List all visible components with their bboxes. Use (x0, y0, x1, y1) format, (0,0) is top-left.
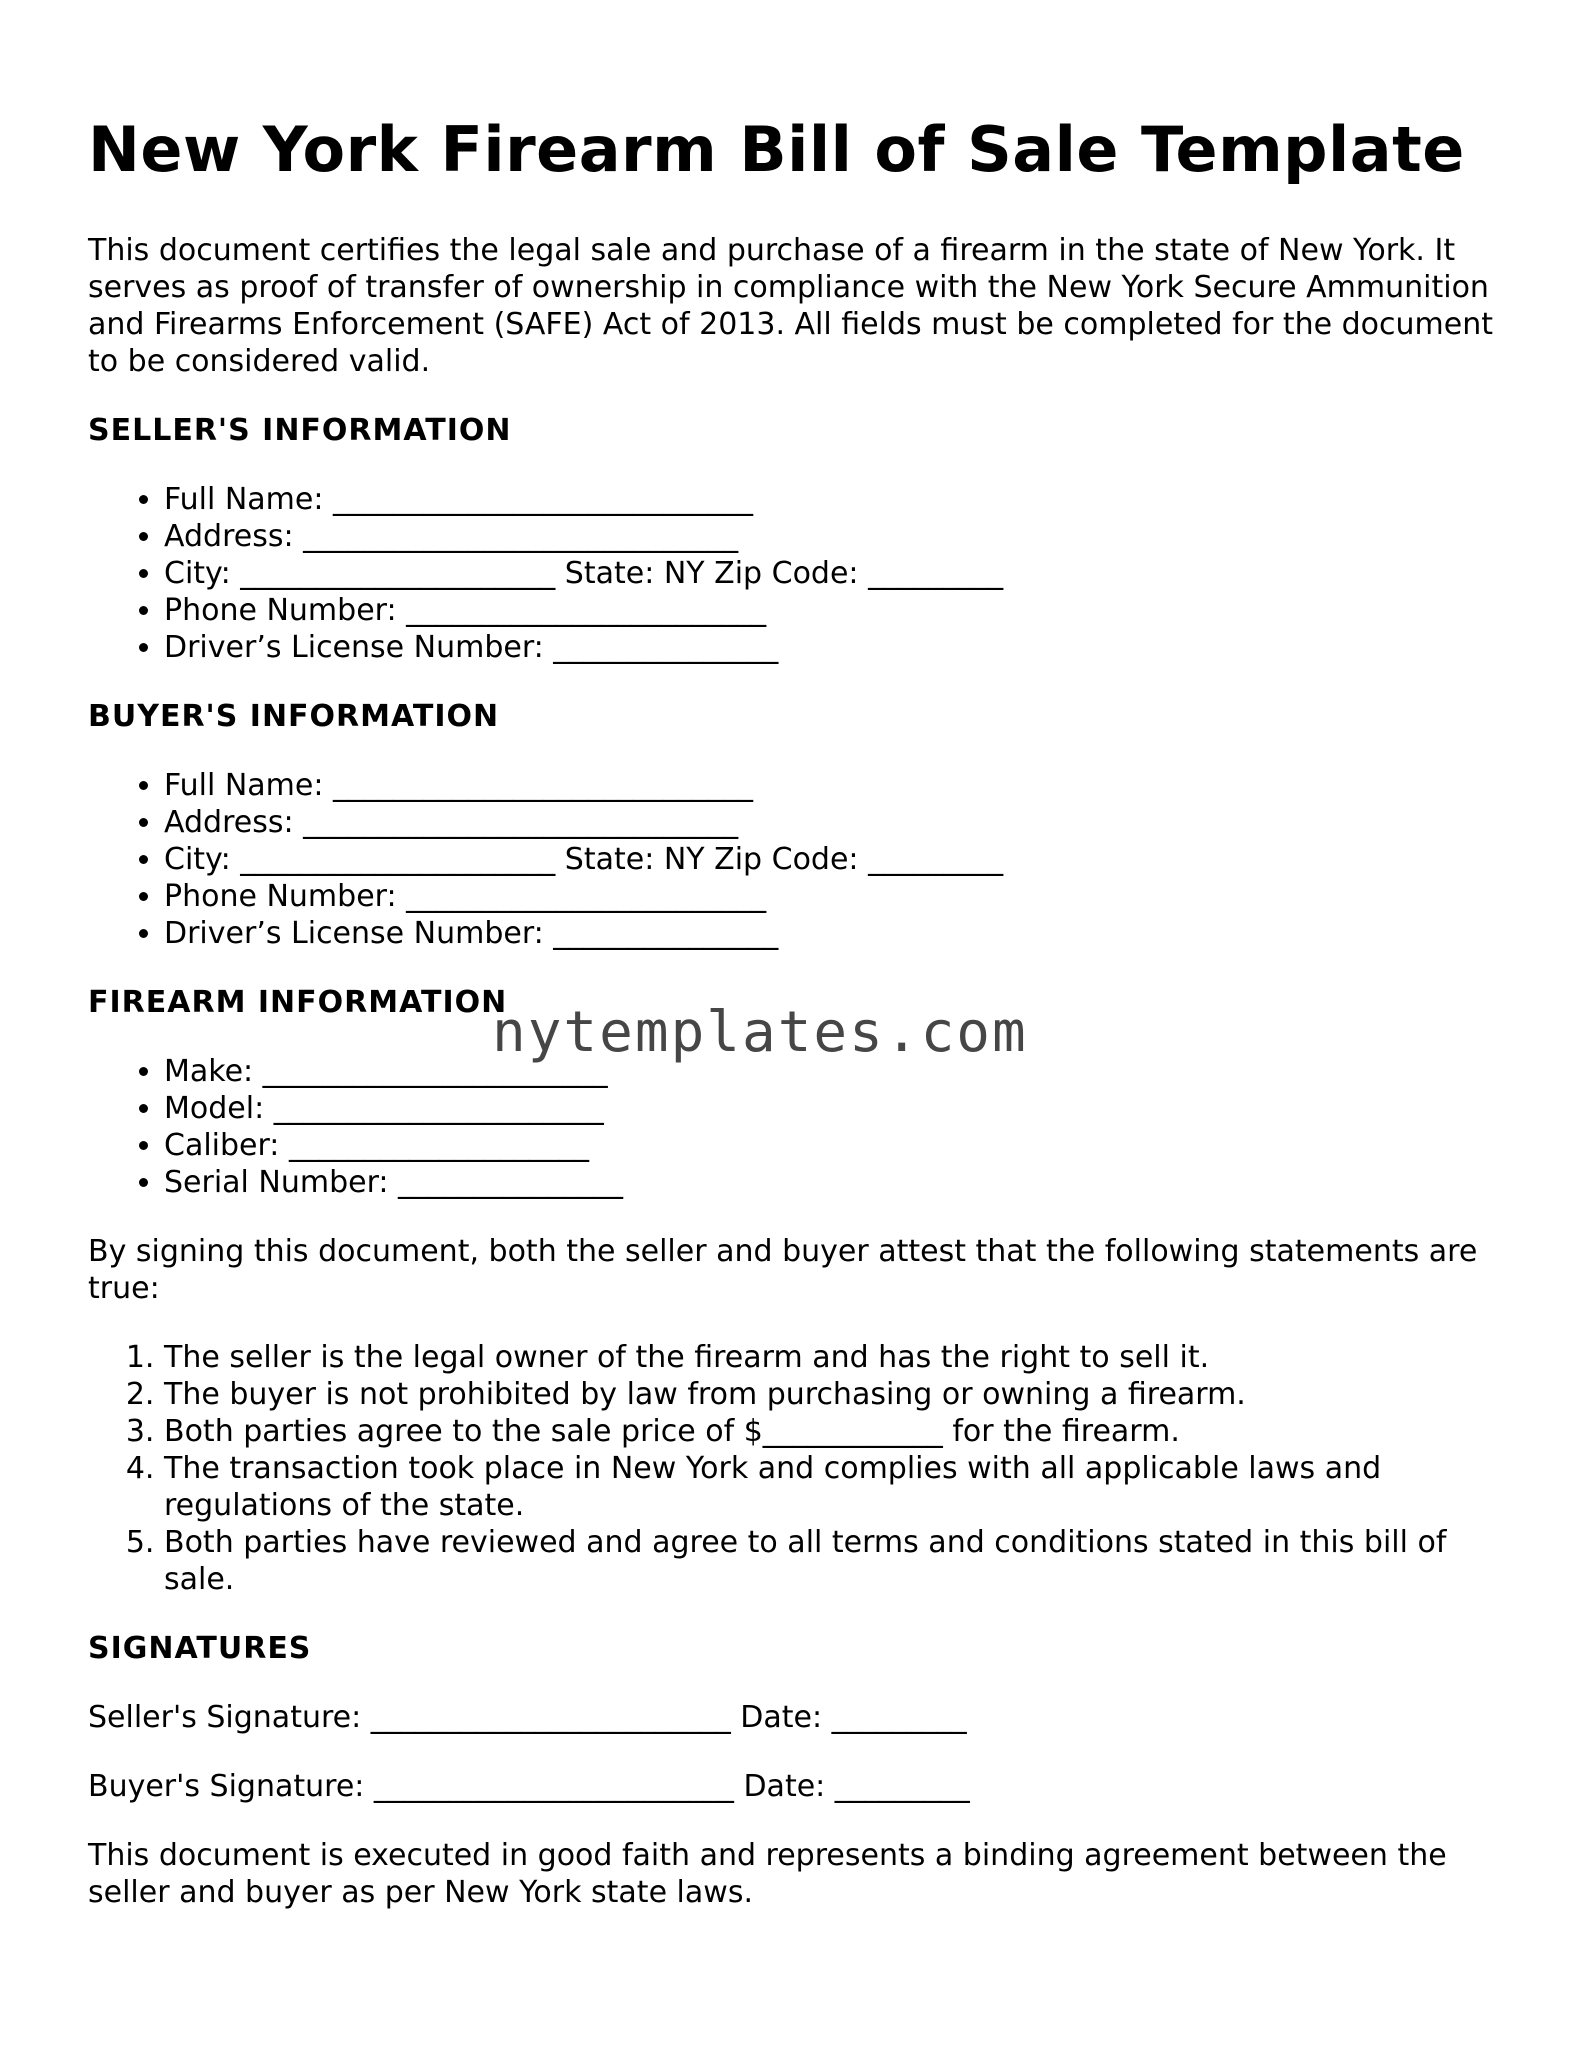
seller-phone-field[interactable]: • Phone Number: ________________________ (164, 592, 1508, 629)
firearm-heading: FIREARM INFORMATION (88, 985, 508, 1020)
seller-full-name-field[interactable]: • Full Name: ____________________________ (164, 481, 1508, 518)
seller-heading: SELLER'S INFORMATION (88, 413, 512, 448)
seller-address-field[interactable]: • Address: _____________________________ (164, 518, 1508, 555)
intro-paragraph: This document certifies the legal sale and purchase of a firearm in the state of New York. It serves as proof of transfer of ownership in compliance with the New York Secure Ammunition and Firearms Enforcement (SAFE) Act of 2013. All fields must be completed for the document to be considered valid. (88, 233, 1493, 379)
firearm-caliber-field[interactable]: • Caliber: ____________________ (164, 1127, 1508, 1164)
buyer-address-field[interactable]: • Address: _____________________________ (164, 804, 1508, 841)
closing-paragraph: This document is executed in good faith and represents a binding agreement between the seller and buyer as per New York state laws. (88, 1838, 1447, 1910)
signatures-heading: SIGNATURES (88, 1631, 312, 1666)
firearm-model-field[interactable]: • Model: ______________________ (164, 1090, 1508, 1127)
seller-signature-line[interactable]: Seller's Signature: ________________________ Date: _________ (88, 1700, 967, 1735)
firearm-fields-list (88, 1053, 1508, 1201)
statements-list (88, 1339, 1508, 1598)
buyer-full-name-field[interactable]: • Full Name: ____________________________ (164, 767, 1508, 804)
firearm-serial-field[interactable]: • Serial Number: _______________ (164, 1164, 1508, 1201)
page-title: New York Firearm Bill of Sale Template (88, 113, 1465, 186)
statement-item: 2. The buyer is not prohibited by law from purchasing or owning a firearm. (164, 1376, 1508, 1413)
statement-item: 4. The transaction took place in New York and complies with all applicable laws and regulations of the state. (164, 1450, 1508, 1524)
attest-paragraph: By signing this document, both the seller and buyer attest that the following statements are true: (88, 1234, 1478, 1306)
buyer-city-state-zip-field[interactable]: • City: _____________________ State: NY Zip Code: _________ (164, 841, 1508, 878)
seller-city-state-zip-field[interactable]: • City: _____________________ State: NY Zip Code: _________ (164, 555, 1508, 592)
buyer-fields-list (88, 767, 1508, 952)
seller-fields-list (88, 481, 1508, 666)
buyer-license-field[interactable]: • Driver’s License Number: _______________ (164, 915, 1508, 952)
statement-item: 1. The seller is the legal owner of the firearm and has the right to sell it. (164, 1339, 1508, 1376)
buyer-signature-line[interactable]: Buyer's Signature: ________________________ Date: _________ (88, 1769, 970, 1804)
watermark: nytemplates.com (492, 1000, 1028, 1065)
statement-item: 5. Both parties have reviewed and agree to all terms and conditions stated in this bill of sale. (164, 1524, 1508, 1598)
buyer-phone-field[interactable]: • Phone Number: ________________________ (164, 878, 1508, 915)
buyer-heading: BUYER'S INFORMATION (88, 699, 500, 734)
statement-item-sale-price[interactable]: 3. Both parties agree to the sale price of $____________ for the firearm. (164, 1413, 1508, 1450)
firearm-make-field[interactable]: • Make: _______________________ (164, 1053, 1508, 1090)
seller-license-field[interactable]: • Driver’s License Number: _______________ (164, 629, 1508, 666)
